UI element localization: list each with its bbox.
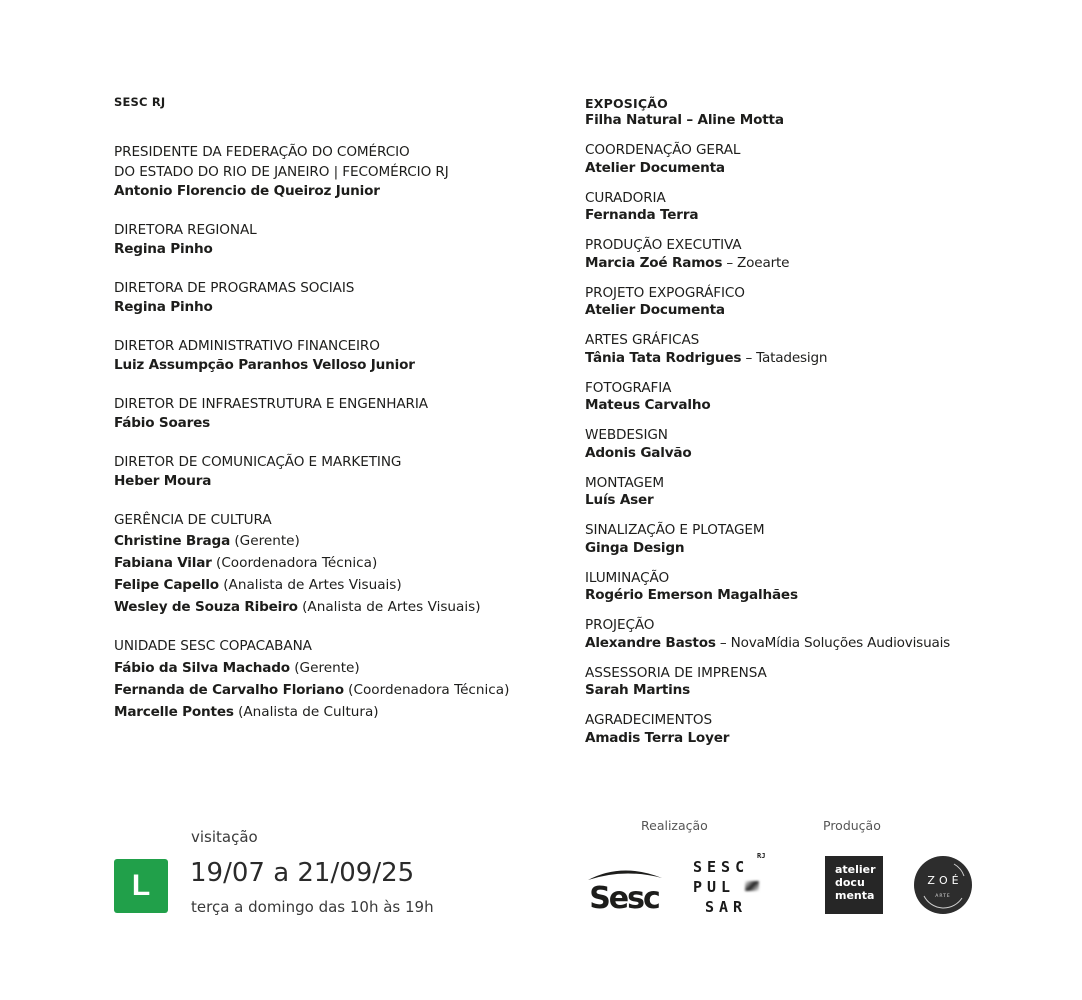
credit-role: DIRETOR ADMINISTRATIVO FINANCEIRO (114, 337, 380, 354)
credit-role: COORDENAÇÃO GERAL (585, 142, 741, 158)
credit-role: CURADORIA (585, 189, 666, 206)
org-title: SESC RJ (114, 95, 166, 109)
credit-name: Mateus Carvalho (585, 397, 711, 413)
credit-name: Atelier Documenta (585, 159, 725, 176)
sesc-credits-column (114, 95, 534, 742)
member-name: Wesley de Souza Ribeiro (114, 599, 298, 615)
credit-role: PROJEÇÃO (585, 617, 655, 633)
sesc-pulsar-logo (693, 852, 773, 918)
credit-name: Luiz Assumpção Paranhos Velloso Junior (114, 357, 415, 373)
credit-name: Heber Moura (114, 473, 212, 489)
exhibition-title: Filha Natural – Aline Motta (585, 112, 784, 128)
credit-block (585, 380, 1005, 415)
credit-company: – Tatadesign (741, 349, 828, 366)
credit-role: DIRETOR DE INFRAESTRUTURA E ENGENHARIA (114, 395, 428, 412)
member-name: Fernanda de Carvalho Floriano (114, 681, 344, 698)
credit-name: Atelier Documenta (585, 302, 725, 318)
credit-name-line (585, 540, 1005, 558)
credit-name-line (585, 350, 1005, 368)
member-role: (Analista de Artes Visuais) (302, 599, 481, 615)
pulsar-line: PUL (693, 878, 736, 896)
team-member (114, 679, 534, 701)
credit-name: Regina Pinho (114, 241, 213, 257)
credit-block (114, 221, 534, 260)
team-title: UNIDADE SESC COPACABANA (114, 638, 312, 654)
credit-block (585, 665, 1005, 700)
credit-block (585, 617, 1005, 652)
credit-role: ILUMINAÇÃO (585, 569, 670, 586)
team-member (114, 574, 534, 596)
atelier-documenta-logo (825, 856, 883, 914)
credit-block (585, 522, 1005, 557)
credit-name: Fábio Soares (114, 415, 211, 431)
sesc-logo-graphic (582, 864, 666, 912)
member-role: (Coordenadora Técnica) (348, 681, 510, 698)
member-name: Marcelle Pontes (114, 703, 234, 720)
member-name: Fabiana Vilar (114, 555, 212, 571)
pulsar-rj-tag: RJ (757, 852, 766, 860)
sesc-logo (582, 864, 666, 912)
exhibition-label: EXPOSIÇÃO (585, 96, 668, 111)
credits-list (585, 142, 1005, 747)
member-role: (Gerente) (294, 659, 360, 676)
credit-name: Antonio Florencio de Queiroz Junior (114, 183, 380, 199)
credit-block (585, 237, 1005, 272)
member-name: Fábio da Silva Machado (114, 659, 290, 676)
credit-block (585, 285, 1005, 320)
credit-role: DIRETOR DE COMUNICAÇÃO E MARKETING (114, 453, 402, 470)
credit-name-line (585, 302, 1005, 320)
realizacao-label: Realização (641, 818, 708, 833)
credit-block (114, 279, 534, 318)
credit-name: Regina Pinho (114, 299, 213, 315)
credit-role: FOTOGRAFIA (585, 379, 672, 396)
team-culture (114, 511, 534, 619)
atelier-logo-line: atelier (835, 863, 876, 876)
credit-company: – Zoearte (722, 254, 790, 271)
credit-block (585, 570, 1005, 605)
member-role: (Analista de Cultura) (238, 703, 379, 720)
zoe-logo-sub: ARTE (935, 894, 951, 899)
age-rating-badge: L (114, 859, 168, 913)
credit-name: Tânia Tata Rodrigues (585, 349, 742, 366)
pulsar-blur-mark (745, 881, 759, 891)
member-role: (Analista de Artes Visuais) (223, 577, 402, 593)
credit-block (114, 453, 534, 492)
credit-role: DIRETORA DE PROGRAMAS SOCIAIS (114, 279, 355, 296)
credit-role-line: PRESIDENTE DA FEDERAÇÃO DO COMÉRCIO (114, 144, 410, 160)
credit-role: AGRADECIMENTOS (585, 712, 713, 728)
credit-name-line (585, 397, 1005, 415)
team-member (114, 530, 534, 552)
atelier-logo-line: menta (835, 889, 875, 902)
team-member (114, 596, 534, 618)
credit-role: ARTES GRÁFICAS (585, 332, 700, 348)
visit-hours: terça a domingo das 10h às 19h (191, 898, 434, 916)
credit-name-line (585, 635, 1005, 653)
credit-block (114, 337, 534, 376)
credit-name: Fernanda Terra (585, 207, 699, 223)
team-copacabana (114, 637, 534, 723)
credit-role: SINALIZAÇÃO E PLOTAGEM (585, 522, 765, 538)
credit-role-line: DO ESTADO DO RIO DE JANEIRO | FECOMÉRCIO RJ (114, 163, 449, 180)
visit-dates: 19/07 a 21/09/25 (190, 858, 415, 888)
credit-block-president (114, 143, 534, 202)
pulsar-line: SESC (693, 858, 750, 876)
member-role: (Coordenadora Técnica) (216, 555, 378, 571)
pulsar-line: SAR (705, 898, 748, 916)
zoe-logo-title: ZOÉ (927, 874, 963, 887)
team-member (114, 552, 534, 574)
credit-name: Rogério Emerson Magalhães (585, 587, 798, 603)
credit-role: PRODUÇÃO EXECUTIVA (585, 237, 742, 253)
credit-name: Sarah Martins (585, 682, 690, 698)
credit-name: Adonis Galvão (585, 444, 692, 461)
credit-role: DIRETORA REGIONAL (114, 221, 257, 238)
member-name: Felipe Capello (114, 577, 219, 593)
member-name: Christine Braga (114, 533, 231, 549)
credit-block (585, 142, 1005, 177)
credit-role: ASSESSORIA DE IMPRENSA (585, 664, 767, 681)
credit-block (585, 190, 1005, 225)
exhibition-credits-column (585, 95, 1005, 760)
credit-block (585, 427, 1005, 462)
credit-name-line (585, 730, 1005, 748)
credit-name: Marcia Zoé Ramos (585, 254, 723, 271)
credit-block (585, 475, 1005, 510)
credit-name-line (585, 445, 1005, 463)
sesc-logo-text: Sesc (589, 881, 659, 912)
credit-name-line (585, 587, 1005, 605)
team-member (114, 701, 534, 723)
credit-name: Amadis Terra Loyer (585, 729, 730, 746)
credit-block (585, 332, 1005, 367)
team-member (114, 657, 534, 679)
team-title: GERÊNCIA DE CULTURA (114, 511, 272, 528)
credit-name-line (585, 255, 1005, 273)
exhibition-header (585, 95, 1005, 130)
atelier-logo-line: docu (835, 876, 865, 889)
visit-label: visitação (191, 828, 258, 846)
credit-name: Luís Aser (585, 492, 654, 508)
credit-company: – NovaMídia Soluções Audiovisuais (715, 634, 951, 651)
credit-name-line (585, 492, 1005, 510)
credit-name-line (585, 207, 1005, 225)
member-role: (Gerente) (234, 533, 300, 549)
credit-name-line (585, 160, 1005, 178)
zoe-arte-logo (914, 856, 972, 914)
credit-name-line (585, 682, 1005, 700)
credit-block (585, 712, 1005, 747)
credit-role: WEBDESIGN (585, 427, 668, 443)
credit-name: Alexandre Bastos (585, 634, 716, 651)
credit-name: Ginga Design (585, 539, 685, 556)
credit-role: PROJETO EXPOGRÁFICO (585, 284, 745, 301)
producao-label: Produção (823, 818, 881, 833)
credit-block (114, 395, 534, 434)
credit-role: MONTAGEM (585, 474, 664, 491)
